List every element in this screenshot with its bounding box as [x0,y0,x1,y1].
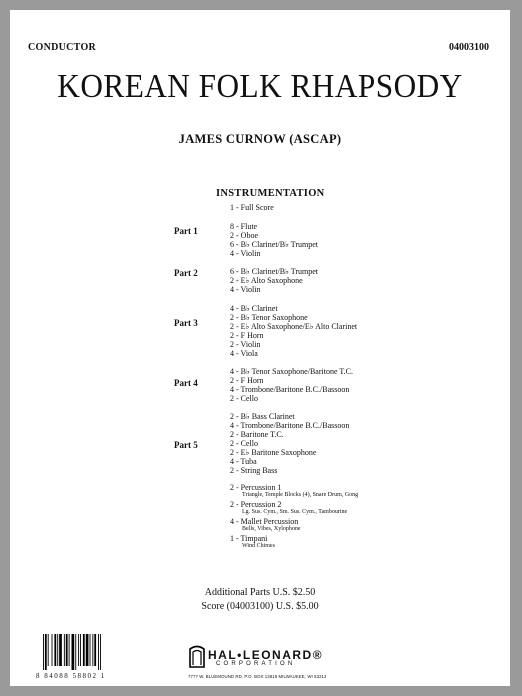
part-label: Part 4 [174,378,198,388]
instrument-line: 2 - F Horn [230,376,264,385]
publisher-address: 7777 W. BLUEMOUND RD. P.O. BOX 13819 MILWAUKEE, WI 53213 [188,674,327,679]
composer-credit: JAMES CURNOW (ASCAP) [178,132,342,146]
instrument-description: Bells, Vibes, Xylophone [242,526,301,532]
instrument-line: 2 - Oboe [230,231,258,240]
part-label: Part 2 [174,268,198,278]
additional-parts-price: Additional Parts U.S. $2.50 [204,587,316,598]
instrument-line: 2 - Percussion 2 [230,500,282,509]
barcode-digits: 8 84088 58802 1 [36,672,106,680]
part-label: Part 1 [174,226,198,236]
instrument-line: 1 - Timpani [230,534,268,543]
instrument-line: 4 - Tuba [230,457,257,466]
instrument-line: 2 - B♭ Tenor Saxophone [230,313,308,322]
instrument-line: 2 - B♭ Bass Clarinet [230,412,295,421]
page-title: KOREAN FOLK RHAPSODY [57,68,463,105]
score-price: Score (04003100) U.S. $5.00 [201,601,319,612]
instrument-line: 2 - E♭ Alto Saxophone [230,276,303,285]
instrument-line: 2 - String Bass [230,466,278,475]
score-cover-page [10,10,510,686]
instrument-line: 2 - Cello [230,439,258,448]
instrument-line: 2 - F Horn [230,331,264,340]
instrument-description: Wind Chimes [242,543,275,549]
instrument-line: 4 - Trombone/Baritone B.C./Bassoon [230,385,350,394]
instrument-line: 2 - Cello [230,394,258,403]
conductor-label: CONDUCTOR [28,42,97,53]
instrument-line: 2 - E♭ Baritone Saxophone [230,448,317,457]
instrument-line: 1 - Full Score [230,203,274,212]
barcode [42,634,128,670]
hal-leonard-logo-mark [188,645,206,669]
publisher-name: HAL•LEONARD® [208,648,324,662]
instrumentation-heading: INSTRUMENTATION [216,188,325,199]
part-label: Part 3 [174,318,198,328]
instrument-line: 8 - Flute [230,222,258,231]
instrument-line: 4 - B♭ Tenor Saxophone/Baritone T.C. [230,367,353,376]
instrument-line: 4 - Violin [230,285,261,294]
instrument-line: 4 - Viola [230,349,258,358]
instrument-line: 2 - E♭ Alto Saxophone/E♭ Alto Clarinet [230,322,358,331]
instrument-line: 4 - Trombone/Baritone B.C./Bassoon [230,421,350,430]
catalog-number: 04003100 [449,42,489,53]
instrument-line: 4 - Violin [230,249,261,258]
instrument-line: 2 - Percussion 1 [230,483,282,492]
part-label: Part 5 [174,440,198,450]
instrument-description: Lg. Sus. Cym., Sm. Sus. Cym., Tambourine [242,509,348,515]
instrument-line: 2 - Baritone T.C. [230,430,284,439]
instrument-line: 6 - B♭ Clarinet/B♭ Trumpet [230,267,318,276]
instrument-description: Triangle, Temple Blocks (4), Snare Drum, Gong [242,492,359,498]
instrument-line: 6 - B♭ Clarinet/B♭ Trumpet [230,240,318,249]
instrument-line: 2 - Violin [230,340,261,349]
instrument-line: 4 - Mallet Percussion [230,517,299,526]
instrument-line: 4 - B♭ Clarinet [230,304,278,313]
publisher-corporation: CORPORATION [216,661,296,667]
